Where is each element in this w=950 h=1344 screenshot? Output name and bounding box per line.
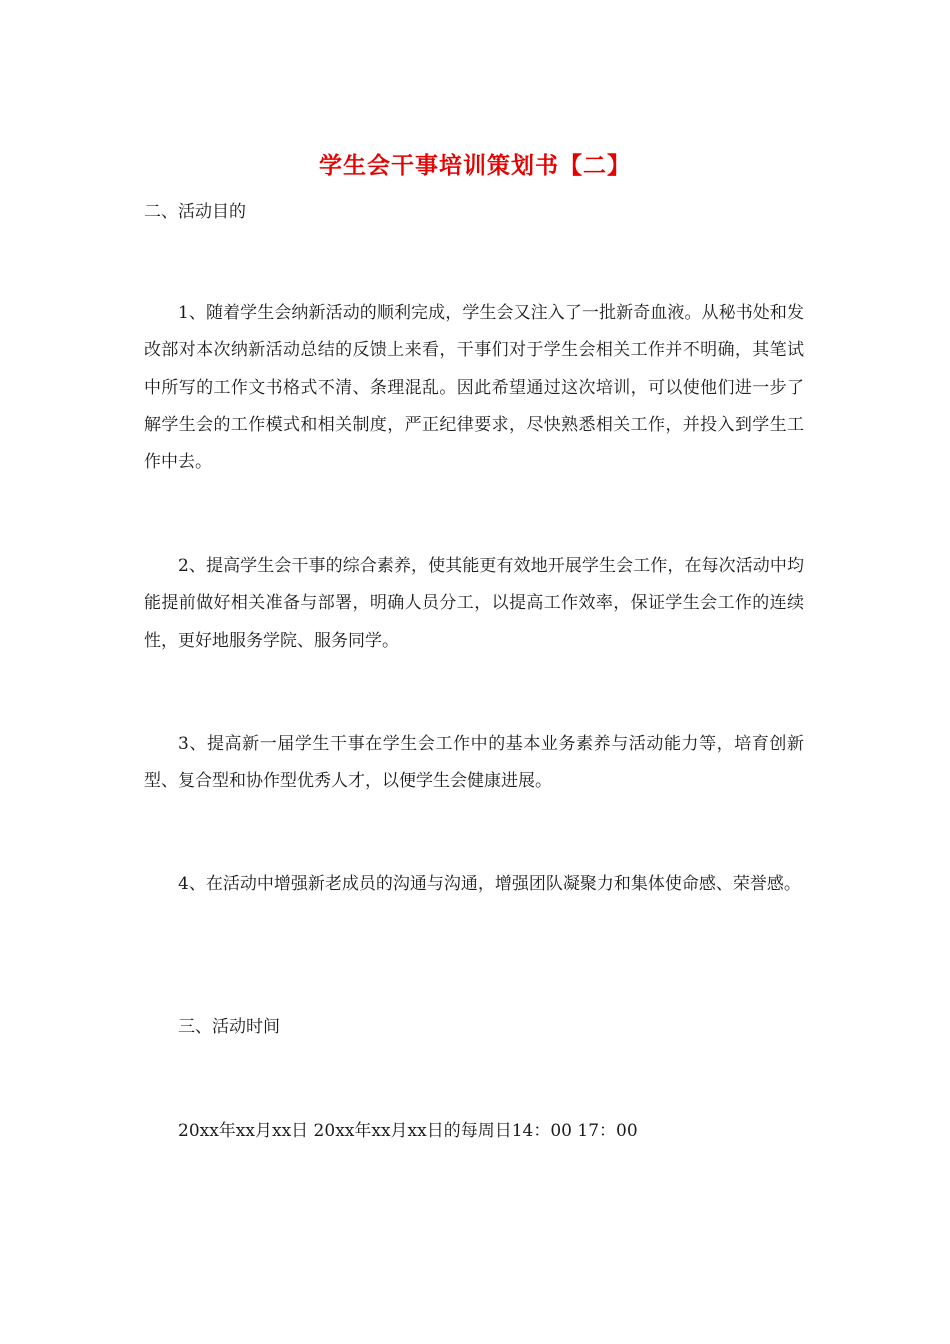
paragraph-purpose-3: 3、提高新一届学生干事在学生会工作中的基本业务素养与活动能力等，培育创新型、复合型和协作型优秀人才，以便学生会健康进展。 [144, 734, 804, 792]
activity-time-text: 20xx年xx月xx日 20xx年xx月xx日的每周日14：00 17：00 [178, 1121, 638, 1141]
section-heading-purpose: 二、活动目的 [144, 202, 246, 222]
section-heading-time: 三、活动时间 [178, 1017, 280, 1037]
paragraph-purpose-2: 2、提高学生会干事的综合素养，使其能更有效地开展学生会工作，在每次活动中均能提前做好相关准备与部署，明确人员分工，以提高工作效率，保证学生会工作的连续性，更好地服务学院、服务同学。 [144, 556, 804, 651]
paragraph-purpose-1: 1、随着学生会纳新活动的顺利完成，学生会又注入了一批新奇血液。从秘书处和发改部对本次纳新活动总结的反馈上来看，干事们对于学生会相关工作并不明确，其笔试中所写的工作文书格式不清、条理混乱。因此希望通过这次培训，可以使他们进一步了解学生会的工作模式和相关制度，严正纪律要求，尽快熟悉相关工作，并投入到学生工作中去。 [144, 303, 804, 473]
paragraph-purpose-4: 4、在活动中增强新老成员的沟通与沟通，增强团队凝聚力和集体使命感、荣誉感。 [178, 874, 801, 894]
document-title: 学生会干事培训策划书【二】 [319, 152, 631, 179]
